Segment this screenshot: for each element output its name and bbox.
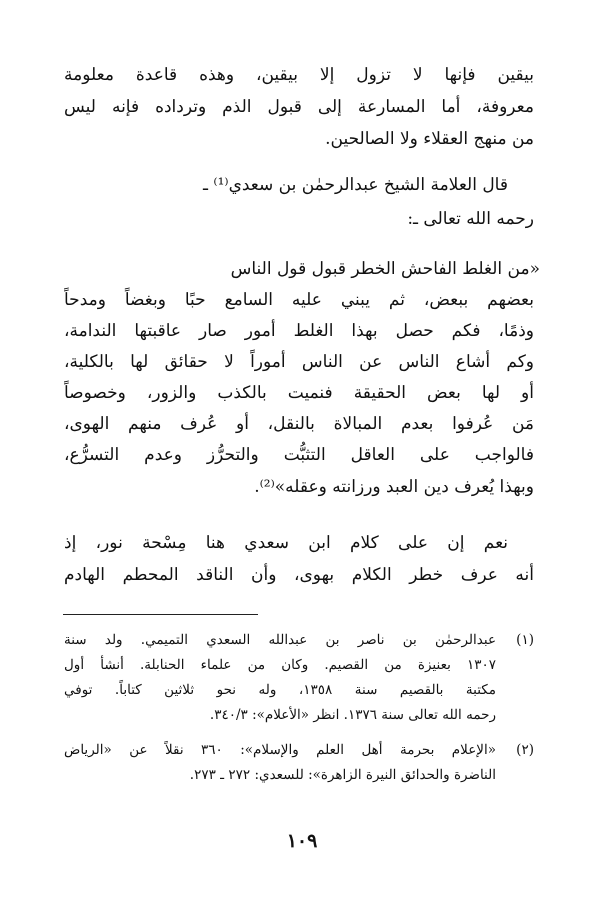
footnote-1-line-4: رحمه الله تعالى سنة ١٣٧٦. انظر «الأعلام»: ٣٤٠/٣. bbox=[209, 707, 496, 723]
body-line-12: فالواجب على العاقل التثبُّت والتحرُّز وعدم التسرُّع، bbox=[64, 445, 534, 465]
page-number: ١٠٩ bbox=[286, 830, 318, 852]
body-line-9: وكم أشاع الناس عن الناس أموراً لا حقائق لها بالكلية، bbox=[64, 352, 534, 372]
body-line-2: معروفة، أما المسارعة إلى قبول الذم وترداده فإنه ليس bbox=[64, 97, 534, 117]
footnote-separator bbox=[63, 614, 258, 615]
footnote-1-line-3: مكتبة بالقصيم سنة ١٣٥٨، وله نحو ثلاثين كتاباً. توفي bbox=[64, 682, 496, 698]
body-line-8: وذمًا، فكم حصل بهذا الغلط أمور صار عاقبتها الندامة، bbox=[64, 321, 534, 341]
body-line-7: بعضهم ببعض، ثم يبني عليه السامع حبًا وبغضاً ومدحاً bbox=[64, 290, 534, 310]
footnote-1-number: (١) bbox=[516, 632, 534, 648]
body-line-1: بيقين فإنها لا تزول إلا بيقين، وهذه قاعدة معلومة bbox=[64, 65, 534, 85]
body-line-6: «من الغلط الفاحش الخطر قبول قول الناس bbox=[230, 259, 540, 279]
body-line-3: من منهج العقلاء ولا الصالحين. bbox=[325, 129, 534, 149]
body-line-11: مَن عُرفوا بعدم المبالاة بالنقل، أو عُرف منهم الهوى، bbox=[64, 414, 534, 434]
footnote-2-number: (٢) bbox=[516, 742, 534, 758]
body-line-5: رحمه الله تعالى ـ: bbox=[407, 209, 534, 229]
footnote-1-line-2: ١٣٠٧ بعنيزة من القصيم. وكان من علماء الحنابلة. أنشأ أول bbox=[64, 657, 496, 673]
body-line-4: قال العلامة الشيخ عبدالرحمٰن بن سعدي⁽¹⁾ ـ bbox=[203, 175, 508, 195]
body-line-14: نعم إن على كلام ابن سعدي هنا مِسْحة نور، إذ bbox=[64, 533, 508, 553]
footnote-2-line-1: «الإعلام بحرمة أهل العلم والإسلام»: ٣٦٠ نقلاً عن «الرياض bbox=[64, 742, 496, 758]
footnote-2-line-2: الناضرة والحدائق النيرة الزاهرة»: للسعدي: ٢٧٢ ـ ٢٧٣. bbox=[189, 767, 496, 783]
body-line-10: أو لها بعض الحقيقة فنميت بالكذب والزور، وخصوصاً bbox=[64, 383, 534, 403]
body-line-15: أنه عرف خطر الكلام بهوى، وأن الناقد المحطم الهادم bbox=[64, 565, 534, 585]
footnote-1-line-1: عبدالرحمٰن بن ناصر بن عبدالله السعدي التميمي. ولد سنة bbox=[64, 632, 496, 648]
body-line-13: وبهذا يُعرف دين العبد ورزانته وعقله»⁽²⁾. bbox=[254, 477, 534, 497]
